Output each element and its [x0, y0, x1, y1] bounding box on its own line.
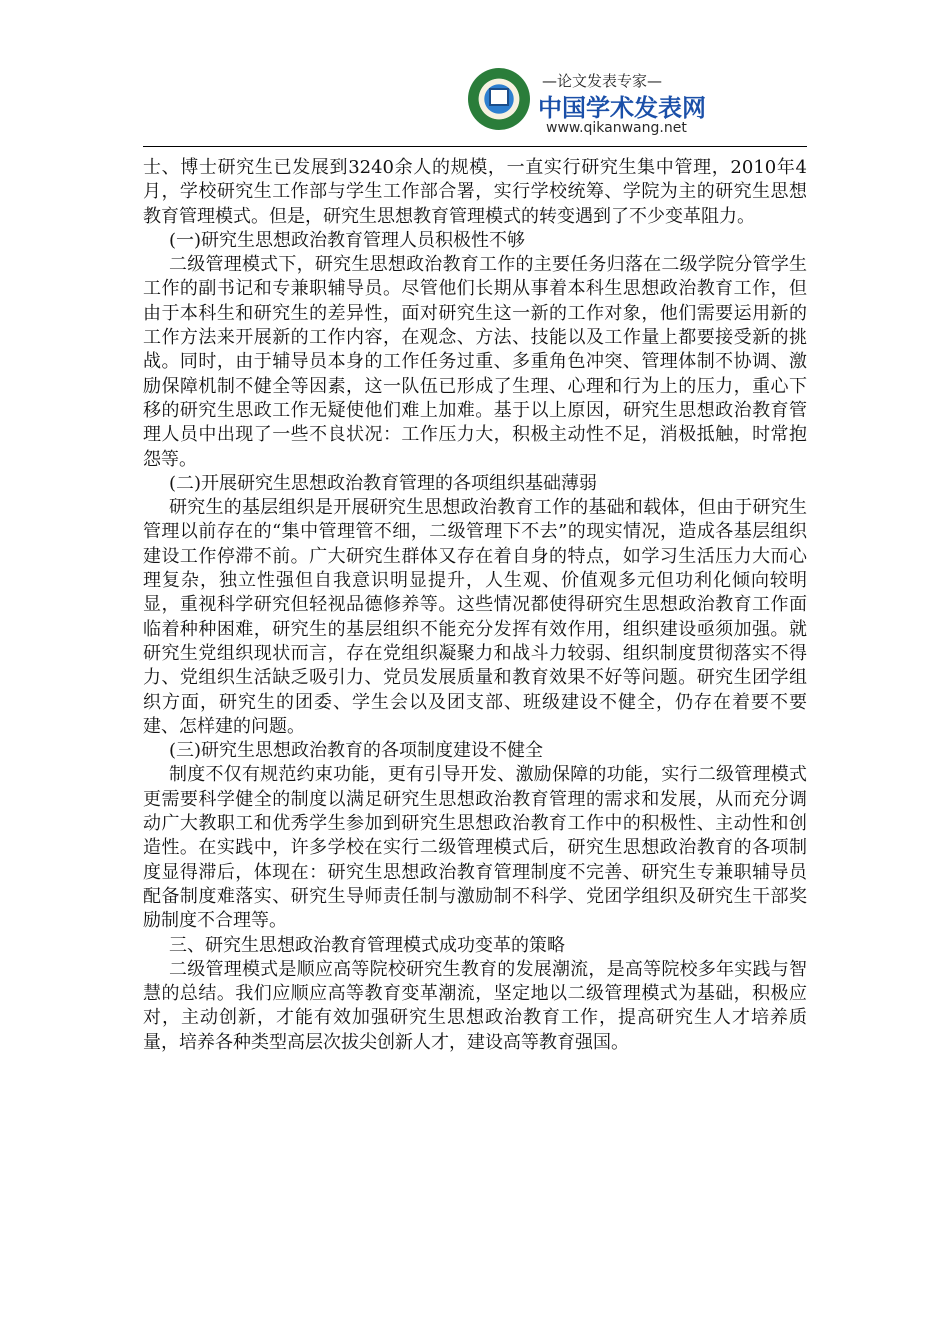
logo-tagline: —论文发表专家— — [542, 72, 663, 90]
emblem-icon — [468, 68, 530, 130]
paragraph: 研究生的基层组织是开展研究生思想政治教育工作的基础和载体，但由于研究生管理以前存在的“集中管理管不细，二级管理下不去”的现实情况，造成各基层组织建设工作停滞不前。广大研究生群体又存在着自身的特点，如学习生活压力大而心理复杂，独立性强但自我意识明显提升，人生观、价值观多元但功利化倾向较明显，重视科学研究但轻视品德修养等。这些情况都使得研究生思想政治教育工作面临着种种困难，研究生的基层组织不能充分发挥有效作用，组织建设亟须加强。就研究生党组织现状而言，存在党组织凝聚力和战斗力较弱、组织制度贯彻落实不得力、党组织生活缺乏吸引力、党员发展质量和教育效果不好等问题。研究生团学组织方面，研究生的团委、学生会以及团支部、班级建设不健全，仍存在着要不要建、怎样建的问题。 — [143, 497, 807, 737]
site-logo — [468, 66, 704, 146]
section-heading-4: 三、研究生思想政治教育管理模式成功变革的策略 — [169, 934, 565, 956]
logo-name: 中国学术发表网 — [538, 94, 706, 122]
section-heading-3: (三)研究生思想政治教育的各项制度建设不健全 — [169, 740, 544, 762]
paragraph: 制度不仅有规范约束功能，更有引导开发、激励保障的功能，实行二级管理模式更需要科学健全的制度以满足研究生思想政治教育管理的需求和发展，从而充分调动广大教职工和优秀学生参加到研究生思想政治教育工作中的积极性、主动性和创造性。在实践中，许多学校在实行二级管理模式后，研究生思想政治教育的各项制度显得滞后，体现在：研究生思想政治教育管理制度不完善、研究生专兼职辅导员配备制度难落实、研究生导师责任制与激励制不科学、党团学组织及研究生干部奖励制度不合理等。 — [143, 764, 807, 932]
header-divider — [143, 146, 807, 147]
paragraph: 二级管理模式下，研究生思想政治教育工作的主要任务归落在二级学院分管学生工作的副书记和专兼职辅导员。尽管他们长期从事着本科生思想政治教育工作，但由于本科生和研究生的差异性，面对研究生这一新的工作对象，他们需要运用新的工作方法来开展新的工作内容，在观念、方法、技能以及工作量上都要接受新的挑战。同时，由于辅导员本身的工作任务过重、多重角色冲突、管理体制不协调、激励保障机制不健全等因素，这一队伍已形成了生理、心理和行为上的压力，重心下移的研究生思政工作无疑使他们难上加难。基于以上原因，研究生思想政治教育管理人员中出现了一些不良状况：工作压力大，积极主动性不足，消极抵触，时常抱怨等。 — [143, 254, 807, 470]
article-body — [143, 156, 807, 1055]
logo-url: www.qikanwang.net — [546, 120, 687, 136]
section-heading-1: (一)研究生思想政治教育管理人员积极性不够 — [169, 229, 526, 251]
paragraph: 二级管理模式是顺应高等院校研究生教育的发展潮流，是高等院校多年实践与智慧的总结。我们应顺应高等教育变革潮流，坚定地以二级管理模式为基础，积极应对，主动创新，才能有效加强研究生思想政治教育工作，提高研究生人才培养质量，培养各种类型高层次拔尖创新人才，建设高等教育强国。 — [143, 958, 807, 1053]
section-heading-2: (二)开展研究生思想政治教育管理的各项组织基础薄弱 — [169, 472, 598, 494]
book-icon — [489, 88, 509, 106]
paragraph-continuation: 士、博士研究生已发展到3240余人的规模，一直实行研究生集中管理，2010年4月，学校研究生工作部与学生工作部合署，实行学校统筹、学院为主的研究生思想教育管理模式。但是，研究生思想教育管理模式的转变遇到了不少变革阻力。 — [143, 157, 807, 227]
